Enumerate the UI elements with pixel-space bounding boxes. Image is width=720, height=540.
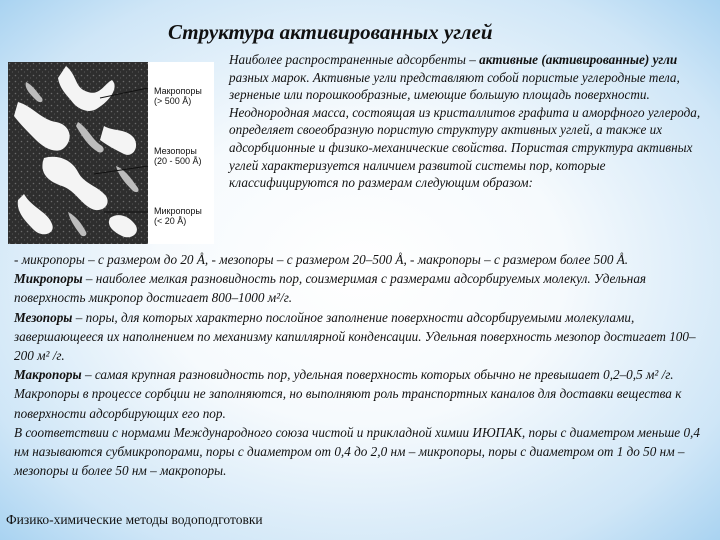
intro-paragraph: [229, 51, 709, 192]
macropore-description: – самая крупная разновидность пор, удельная поверхность которых обычно не превышает 0,2–0,5 м² /г. Макропоры в процессе сорбции не заполняются, но выполняют роль транспортных каналов для доставки вещества к поверхности адсорбирующих его пор.: [14, 367, 682, 421]
micropore-size-label: (< 20 Å): [154, 216, 187, 226]
macropore-size-label: (> 500 Å): [154, 96, 192, 106]
intro-bold-term: активные (активированные) угли: [479, 52, 678, 67]
mesopore-label: Мезопоры: [154, 146, 197, 156]
mesopore-size-label: (20 - 500 Å): [154, 156, 202, 166]
intro-text-end: разных марок. Активные угли представляют собой пористые углеродные тела, зерненые или порошкообразные, имеющие большую площадь поверхности. Неоднородная масса, состоящая из кристаллитов графита и аморфного углерода, определяет своеобразную пористую структуру активных углей, а также их адсорбционные и физико-механические свойства. Пористая структура активных углей характеризуется наличием развитой системы пор, которые классифицируются по размерам следующим образом:: [229, 69, 701, 191]
intro-text-start: Наиболее распространенные адсорбенты –: [229, 52, 480, 67]
macropore-label: Макропоры: [154, 86, 202, 96]
iupac-paragraph: В соответствии с нормами Международного союза чистой и прикладной химии ИЮПАК, поры с диаметром меньше 0,4 нм называются субмикропорами, поры с диаметром от 0,4 до 2,0 нм – микропоры, поры с диаметром от 1 до 50 нм – мезопоры и более 50 нм – макропоры.: [14, 424, 700, 479]
macropore-term: Макропоры: [14, 367, 82, 383]
micropore-label: Микропоры: [154, 206, 202, 216]
micropore-term: Микропоры: [14, 271, 83, 287]
slide-title: Структура активированных углей: [168, 20, 493, 44]
mesopore-term: Мезопоры: [14, 309, 73, 325]
footer-caption: Физико-химические методы водоподготовки: [6, 512, 263, 527]
main-text: [14, 250, 714, 480]
pore-classification: - микропоры – с размером до 20 Å, - мезопоры – с размером 20–500 Å, - макропоры – с размером более 500 Å.: [14, 252, 629, 267]
micropore-description: – наиболее мелкая разновидность пор, соизмеримая с размерами адсорбируемых молекул. Удельная поверхность микропор достигает 800–1000 м²/г.: [14, 271, 647, 306]
micropore-paragraph: [14, 269, 714, 307]
macropore-paragraph: [14, 365, 714, 423]
mesopore-description: – поры, для которых характерно послойное заполнение поверхности адсорбируемыми молекулами, завершающееся их наполнением по механизму капиллярной конденсации. Удельная поверхность мезопор достигает 100–200 м² /г.: [14, 309, 696, 364]
pore-structure-figure: [8, 62, 214, 244]
mesopore-paragraph: [14, 308, 714, 366]
